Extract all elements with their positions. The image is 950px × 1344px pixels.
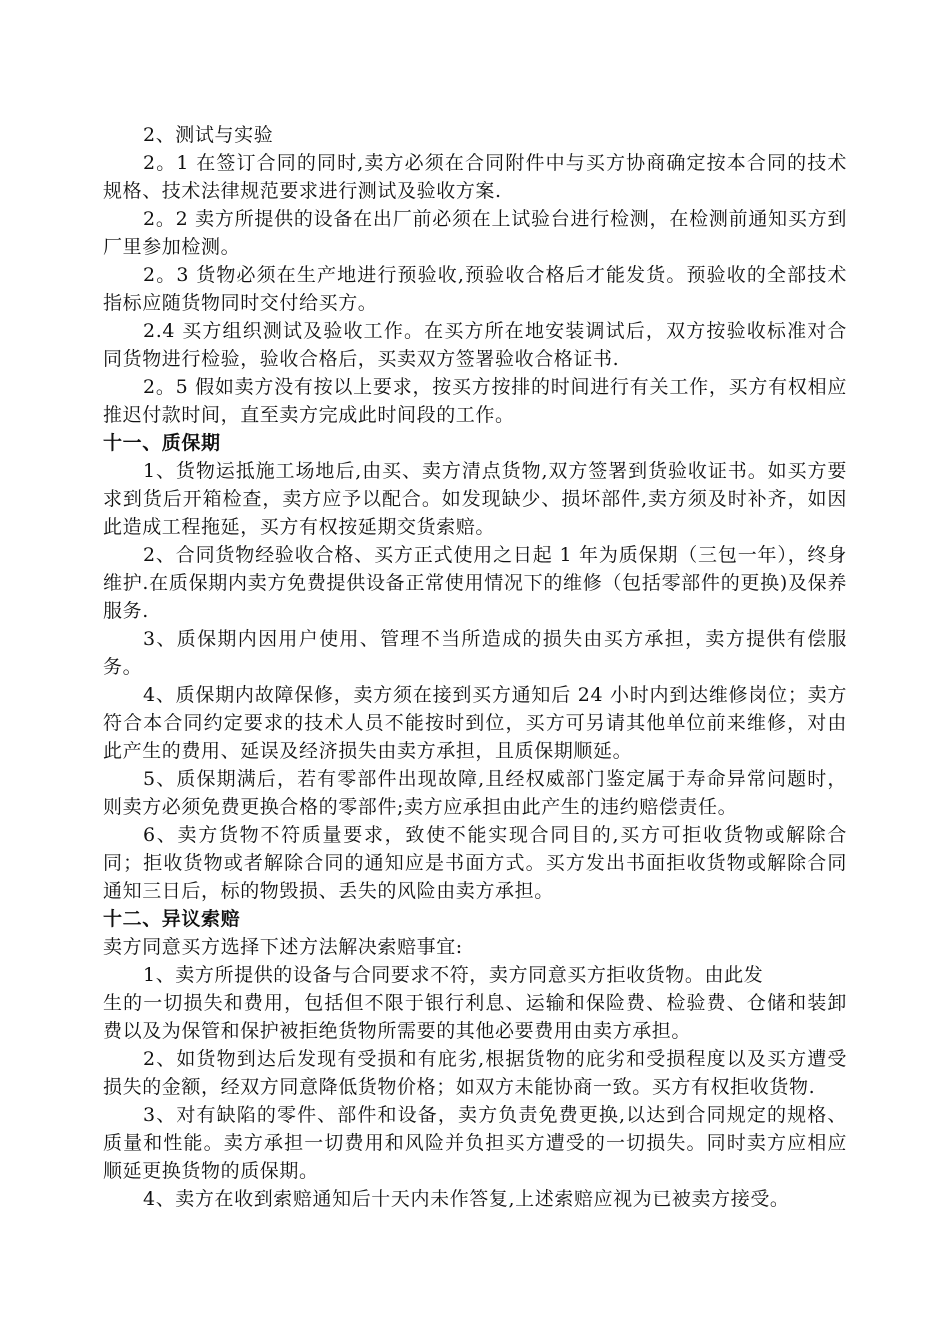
claims-clause-3: 3、对有缺陷的零件、部件和设备，卖方负责免费更换,以达到合同规定的规格、质量和性能。卖方承担一切费用和风险并负担买方遭受的一切损失。同时卖方应相应顺延更换货物的质保期。 — [103, 1104, 847, 1182]
warranty-clause-4: 4、质保期内故障保修，卖方须在接到买方通知后 24 小时内到达维修岗位；卖方符合本合同约定要求的技术人员不能按时到位，买方可另请其他单位前来维修，对由此产生的费用、延误及经济损失由卖方承担，且质保期顺延。 — [103, 684, 847, 762]
warranty-clause-1: 1、货物运抵施工场地后,由买、卖方清点货物,双方签署到货验收证书。如买方要求到货后开箱检查，卖方应予以配合。如发现缺少、损坏部件,卖方须及时补齐，如因此造成工程拖延，买方有权按延期交货索赔。 — [103, 460, 847, 538]
document-body — [103, 121, 847, 1213]
claims-intro: 卖方同意买方选择下述方法解决索赔事宜: — [103, 936, 463, 958]
section-heading-warranty: 十一、质保期 — [103, 432, 221, 454]
clause-2-5: 2。5 假如卖方没有按以上要求，按买方按排的时间进行有关工作，买方有权相应推迟付款时间，直至卖方完成此时间段的工作。 — [103, 376, 847, 426]
section-2-title: 2、测试与实验 — [143, 124, 274, 146]
warranty-clause-2: 2、合同货物经验收合格、买方正式使用之日起 1 年为质保期（三包一年），终身维护.在质保期内卖方免费提供设备正常使用情况下的维修（包括零部件的更换)及保养服务. — [103, 544, 847, 622]
clause-2-2: 2。2 卖方所提供的设备在出厂前必须在上试验台进行检测，在检测前通知买方到厂里参加检测。 — [103, 208, 847, 258]
clause-2-3: 2。3 货物必须在生产地进行预验收,预验收合格后才能发货。预验收的全部技术指标应随货物同时交付给买方。 — [103, 264, 847, 314]
clause-2-1: 2。1 在签订合同的同时,卖方必须在合同附件中与买方协商确定按本合同的技术规格、技术法律规范要求进行测试及验收方案. — [103, 152, 847, 202]
claims-clause-1: 1、卖方所提供的设备与合同要求不符，卖方同意买方拒收货物。由此发 — [143, 964, 764, 986]
section-heading-claims: 十二、异议索赔 — [103, 908, 241, 930]
warranty-clause-5: 5、质保期满后，若有零部件出现故障,且经权威部门鉴定属于寿命异常问题时，则卖方必须免费更换合格的零部件;卖方应承担由此产生的违约赔偿责任。 — [103, 768, 847, 818]
claims-clause-2: 2、如货物到达后发现有受损和有庇劣,根据货物的庇劣和受损程度以及买方遭受损失的金额，经双方同意降低货物价格；如双方未能协商一致。买方有权拒收货物. — [103, 1048, 847, 1098]
claims-clause-4: 4、卖方在收到索赔通知后十天内未作答复,上述索赔应视为已被卖方接受。 — [143, 1188, 790, 1210]
clause-2-4: 2.4 买方组织测试及验收工作。在买方所在地安装调试后，双方按验收标准对合同货物进行检验，验收合格后，买卖双方签署验收合格证书. — [103, 320, 847, 370]
claims-clause-1-continued: 生的一切损失和费用，包括但不限于银行利息、运输和保险费、检验费、仓储和装卸费以及为保管和保护被拒绝货物所需要的其他必要费用由卖方承担。 — [103, 992, 847, 1042]
warranty-clause-6: 6、卖方货物不符质量要求，致使不能实现合同目的,买方可拒收货物或解除合同；拒收货物或者解除合同的通知应是书面方式。买方发出书面拒收货物或解除合同通知三日后，标的物毁损、丢失的风险由卖方承担。 — [103, 824, 847, 902]
warranty-clause-3: 3、质保期内因用户使用、管理不当所造成的损失由买方承担，卖方提供有偿服务。 — [103, 628, 847, 678]
